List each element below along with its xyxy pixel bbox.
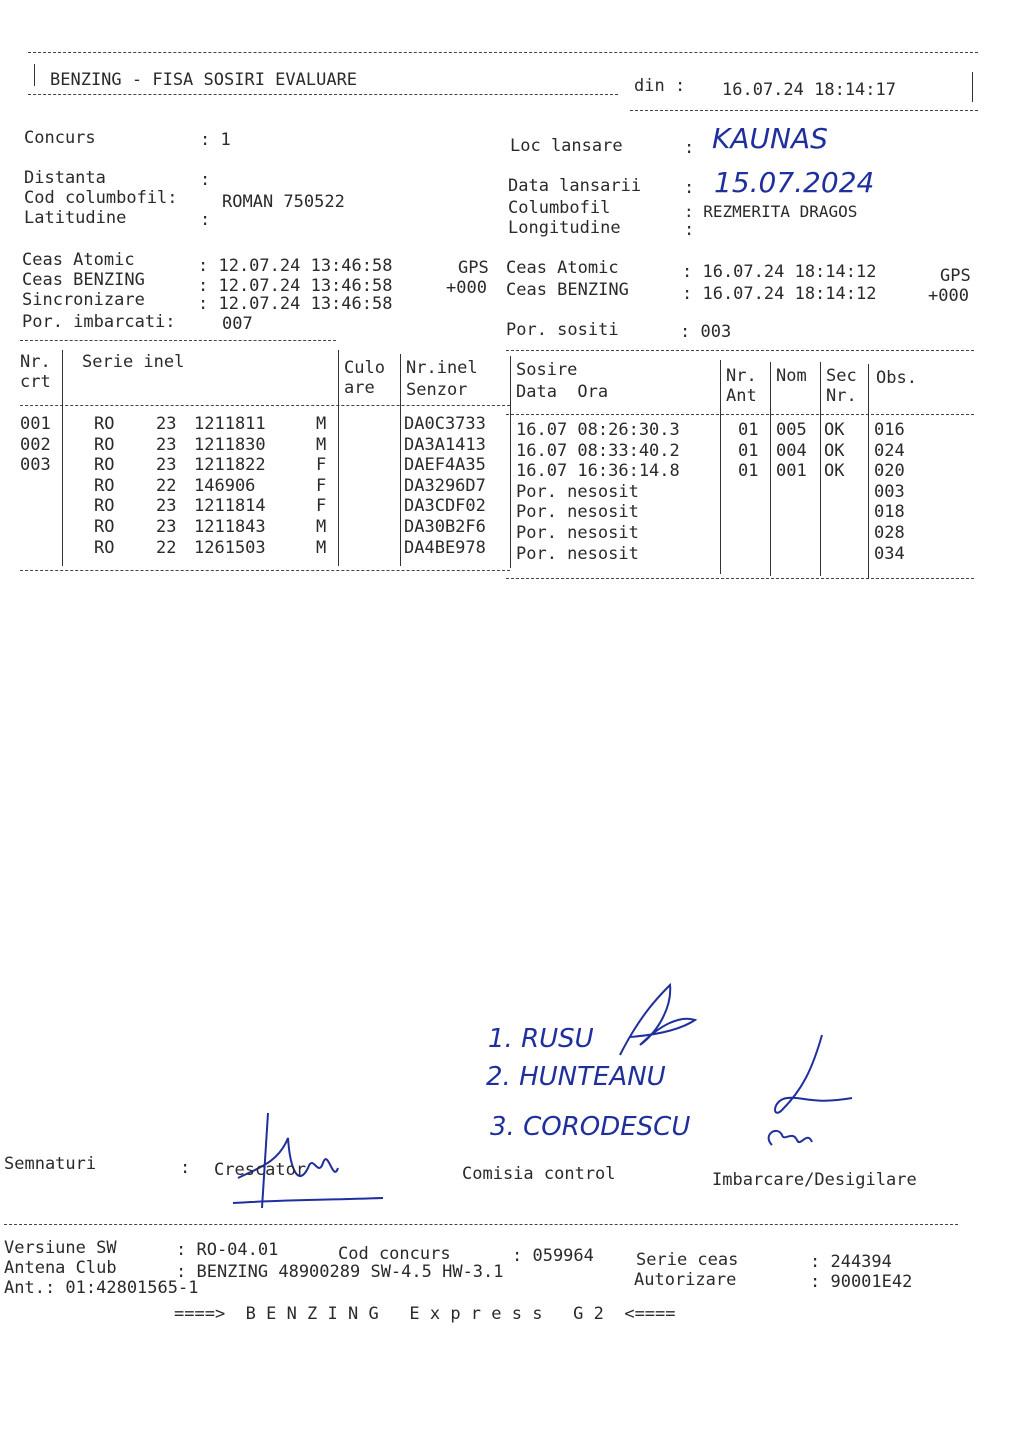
left-benzing-suffix: +000: [446, 278, 487, 298]
columbofil-value: : REZMERITA DRAGOS: [684, 202, 858, 221]
cell-ant: 01: [738, 440, 759, 461]
longitudine-label: Longitudine: [508, 218, 621, 238]
serie-ceas-value: : 244394: [810, 1252, 892, 1272]
antena-label: Antena Club: [4, 1258, 117, 1278]
header-sosire-2: Data Ora: [516, 382, 609, 402]
cell-senzor: DA4BE978: [404, 537, 486, 558]
cell-obs: 003: [874, 481, 905, 502]
imbarcati-label: Por. imbarcati:: [22, 312, 176, 332]
left-atomic-suffix: GPS: [458, 258, 489, 278]
data-lansarii-handwritten: 15.07.2024: [714, 166, 875, 199]
data-lansarii-sep: :: [684, 178, 695, 198]
cell-sosire: Por. nesosit: [516, 523, 639, 543]
cod-concurs-label: Cod concurs: [338, 1244, 451, 1264]
cell-ring: 1211811: [194, 414, 266, 434]
cell-nom: 004: [776, 440, 807, 461]
imbarcare-signature: [752, 1030, 872, 1160]
header-nr: Nr.: [20, 352, 51, 372]
cell-senzor: DA3296D7: [404, 475, 486, 496]
cell-year: 23: [156, 517, 177, 537]
right-atomic-value: : 16.07.24 18:14:12: [682, 262, 877, 282]
commission-member-3: 3. CORODESCU: [490, 1112, 691, 1142]
col-sep-ant: [770, 362, 771, 576]
cell-sex: F: [316, 475, 327, 496]
header-senzor-2: Senzor: [406, 380, 468, 400]
header-left-bar: [34, 64, 35, 86]
cell-senzor: DA3A1413: [404, 434, 486, 455]
col-sep-sosire: [720, 360, 721, 574]
cell-year: 23: [156, 434, 177, 455]
comisia-label: Comisia control: [462, 1164, 616, 1184]
header-top-rule: [28, 52, 978, 53]
cell-obs: 028: [874, 523, 905, 543]
right-atomic-suffix: GPS: [940, 266, 971, 286]
versiune-value: : RO-04.01: [176, 1240, 279, 1260]
cell-ring: 146906: [194, 475, 256, 496]
antena-value: : BENZING 48900289 SW-4.5 HW-3.1: [176, 1262, 504, 1282]
cell-nr: 002: [20, 434, 51, 455]
cell-obs: 024: [874, 440, 905, 461]
imbarcati-value: 007: [222, 314, 253, 334]
sincronizare-label: Sincronizare: [22, 290, 145, 310]
cell-senzor: DA30B2F6: [404, 517, 486, 537]
data-lansarii-label: Data lansarii: [508, 176, 642, 196]
cod-columbofil-value: ROMAN 750522: [222, 192, 345, 212]
header-obs: Obs.: [876, 368, 917, 388]
din-value: 16.07.24 18:14:17: [722, 80, 896, 100]
cell-obs: 016: [874, 420, 905, 440]
cell-sex: M: [316, 414, 327, 434]
concurs-label: Concurs: [24, 128, 96, 148]
header-right-bar: [972, 72, 973, 102]
left-benzing-value: : 12.07.24 13:46:58: [198, 276, 393, 296]
benzing-express-banner: ====> B E N Z I N G E x p r e s s G 2 <====: [174, 1304, 676, 1324]
cell-country: RO: [94, 496, 115, 517]
table-top-rule-right: [506, 350, 974, 351]
right-benzing-label: Ceas BENZING: [506, 280, 629, 300]
col-sep-senzor: [510, 356, 511, 568]
cell-ring: 1211822: [194, 455, 266, 476]
col-sep-nr: [62, 350, 63, 566]
cell-nr: 001: [20, 414, 51, 434]
cell-sex: F: [316, 455, 327, 476]
cell-nom: 005: [776, 420, 807, 440]
cell-year: 22: [156, 475, 177, 496]
header-bottom-rule-right: [630, 110, 978, 111]
autorizare-value: : 90001E42: [810, 1272, 913, 1292]
header-ant-1: Nr.: [726, 366, 757, 386]
cell-year: 23: [156, 414, 177, 434]
header-crt: crt: [20, 372, 51, 392]
cell-sec: OK: [824, 420, 845, 440]
header-serie: Serie inel: [82, 352, 185, 372]
header-culoare-2: are: [344, 378, 375, 398]
header-senzor-1: Nr.inel: [406, 358, 478, 378]
semnaturi-label: Semnaturi: [4, 1154, 97, 1174]
footer-rule: [4, 1224, 958, 1225]
imbarcare-label: Imbarcare/Desigilare: [712, 1170, 917, 1190]
cell-year: 23: [156, 455, 177, 476]
distanta-label: Distanta: [24, 168, 106, 188]
concurs-value: : 1: [200, 130, 231, 150]
loc-lansare-handwritten: KAUNAS: [712, 122, 828, 155]
cell-sex: F: [316, 496, 327, 517]
cell-nom: 001: [776, 461, 807, 482]
latitudine-label: Latitudine: [24, 208, 127, 228]
cell-country: RO: [94, 475, 115, 496]
sositi-value: : 003: [680, 322, 732, 342]
commission-member-2: 2. HUNTEANU: [486, 1062, 666, 1092]
document-title: BENZING - FISA SOSIRI EVALUARE: [50, 70, 358, 90]
right-benzing-value: : 16.07.24 18:14:12: [682, 284, 877, 304]
left-atomic-label: Ceas Atomic: [22, 250, 135, 270]
col-sep-sec: [868, 364, 869, 578]
cell-sec: OK: [824, 440, 845, 461]
cell-country: RO: [94, 414, 115, 434]
cod-concurs-value: : 059964: [512, 1246, 594, 1266]
cell-obs: 018: [874, 502, 905, 523]
header-bottom-rule-right: [506, 414, 974, 415]
crescator-label: Crescator: [214, 1160, 307, 1180]
cell-country: RO: [94, 517, 115, 537]
cell-ring: 1211830: [194, 434, 266, 455]
cell-sex: M: [316, 537, 327, 558]
cell-ring: 1261503: [194, 537, 266, 558]
header-bottom-rule-left: [20, 405, 510, 406]
cell-sosire: 16.07 16:36:14.8: [516, 461, 680, 482]
columbofil-label: Columbofil: [508, 198, 611, 218]
header-nom: Nom: [776, 366, 807, 386]
cell-senzor: DA0C3733: [404, 414, 486, 434]
col-sep-culoare: [400, 354, 401, 566]
cell-ring: 1211843: [194, 517, 266, 537]
latitudine-value: :: [200, 210, 211, 230]
cell-year: 22: [156, 537, 177, 558]
commission-signature: [600, 975, 710, 1065]
cell-obs: 034: [874, 543, 905, 564]
commission-member-1: 1. RUSU: [488, 1024, 594, 1054]
cell-obs: 020: [874, 461, 905, 482]
cell-sosire: Por. nesosit: [516, 481, 639, 502]
left-atomic-value: : 12.07.24 13:46:58: [198, 256, 393, 276]
autorizare-label: Autorizare: [634, 1270, 737, 1290]
header-culoare-1: Culo: [344, 358, 385, 378]
cell-country: RO: [94, 434, 115, 455]
loc-lansare-label: Loc lansare: [510, 136, 623, 156]
din-label: din :: [634, 76, 686, 96]
header-sec-1: Sec: [826, 366, 857, 386]
semnaturi-sep: :: [180, 1158, 191, 1178]
cell-senzor: DAEF4A35: [404, 455, 486, 476]
cell-sec: OK: [824, 461, 845, 482]
cell-ant: 01: [738, 420, 759, 440]
header-sosire-1: Sosire: [516, 360, 578, 380]
sositi-label: Por. sositi: [506, 320, 619, 340]
cell-sosire: 16.07 08:33:40.2: [516, 440, 680, 461]
distanta-value: :: [200, 170, 211, 190]
cell-sex: M: [316, 434, 327, 455]
cell-senzor: DA3CDF02: [404, 496, 486, 517]
longitudine-value: :: [684, 220, 695, 240]
cell-country: RO: [94, 455, 115, 476]
table-bottom-rule-left: [20, 570, 510, 571]
right-benzing-suffix: +000: [928, 286, 969, 306]
table-bottom-rule-right: [506, 578, 974, 579]
ant-line: Ant.: 01:42801565-1: [4, 1278, 199, 1298]
cell-country: RO: [94, 537, 115, 558]
sincronizare-value: : 12.07.24 13:46:58: [198, 294, 393, 314]
header-bottom-rule-left: [28, 94, 618, 95]
table-top-rule-left: [20, 340, 336, 341]
cell-ring: 1211814: [194, 496, 266, 517]
header-ant-2: Ant: [726, 386, 757, 406]
col-sep-nom: [820, 362, 821, 576]
cell-ant: 01: [738, 461, 759, 482]
col-sep-serie: [338, 350, 339, 566]
cell-sex: M: [316, 517, 327, 537]
cell-nr: 003: [20, 455, 51, 476]
versiune-label: Versiune SW: [4, 1238, 117, 1258]
cell-sosire: Por. nesosit: [516, 543, 639, 564]
serie-ceas-label: Serie ceas: [636, 1250, 739, 1270]
loc-lansare-sep: :: [684, 138, 695, 158]
right-atomic-label: Ceas Atomic: [506, 258, 619, 278]
cell-sosire: 16.07 08:26:30.3: [516, 420, 680, 440]
cod-columbofil-label: Cod columbofil:: [24, 188, 178, 208]
header-sec-2: Nr.: [826, 386, 857, 406]
left-benzing-label: Ceas BENZING: [22, 270, 145, 290]
cell-year: 23: [156, 496, 177, 517]
cell-sosire: Por. nesosit: [516, 502, 639, 523]
